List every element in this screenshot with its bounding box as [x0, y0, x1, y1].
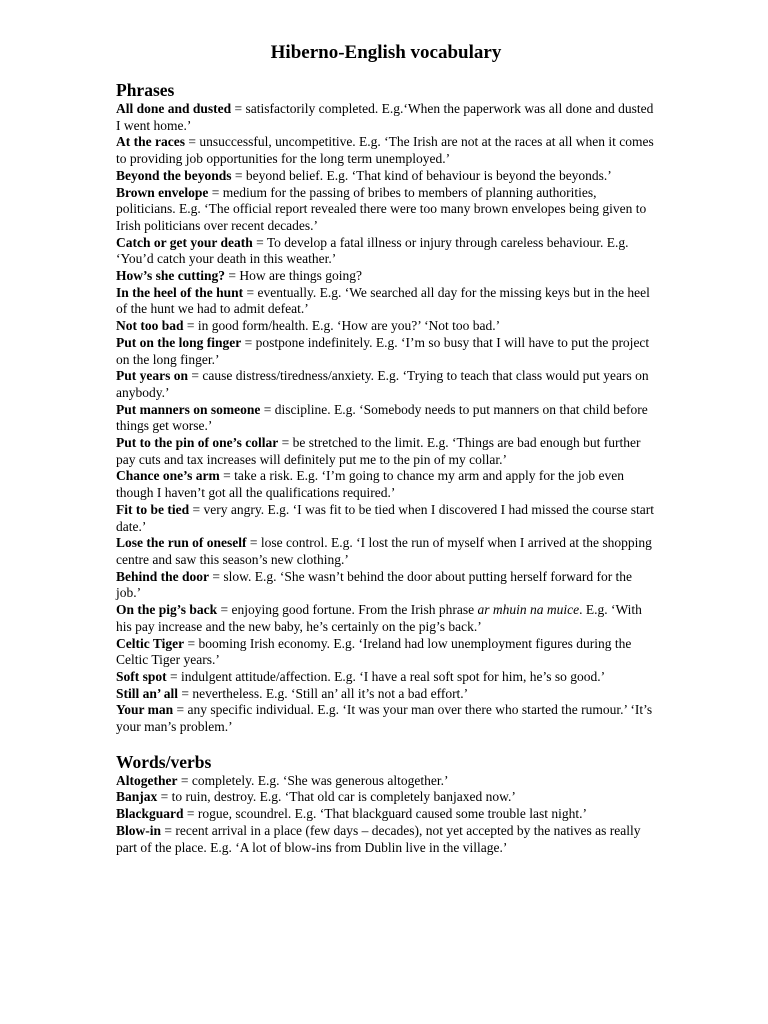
entry-definition: = rogue, scoundrel. E.g. ‘That blackguard caused some trouble last night.’: [183, 806, 588, 822]
vocabulary-entry: [116, 402, 656, 435]
vocabulary-entry: [116, 686, 656, 703]
phrases-list: [116, 101, 656, 736]
vocabulary-entry: [116, 185, 656, 235]
vocabulary-entry: [116, 789, 656, 806]
words-list: [116, 773, 656, 857]
entry-irish-phrase: ar mhuin na muice: [477, 602, 580, 618]
entry-definition: = medium for the passing of bribes to members of planning authorities, politicians. E.g. ‘The official report revealed there were too many brown envelopes being given to Irish politicians over recent decades.’: [116, 184, 647, 233]
entry-term: Lose the run of oneself: [116, 535, 247, 551]
entry-term: Brown envelope: [116, 184, 209, 200]
entry-term: Blow-in: [116, 822, 162, 838]
entry-term: Altogether: [116, 772, 178, 788]
vocabulary-entry: [116, 134, 656, 167]
entry-definition: = completely. E.g. ‘She was generous altogether.’: [177, 772, 449, 788]
entry-term: At the races: [116, 134, 185, 150]
vocabulary-entry: [116, 569, 656, 602]
entry-definition: = slow. E.g. ‘She wasn’t behind the door about putting herself forward for the job.’: [116, 568, 633, 601]
entry-definition: = lose control. E.g. ‘I lost the run of myself when I arrived at the shopping centre and saw this season’s new clothing.’: [116, 535, 652, 567]
vocabulary-entry: [116, 468, 656, 501]
entry-term: Beyond the beyonds: [116, 167, 232, 183]
section-heading-words: Words/verbs: [116, 751, 212, 772]
entry-definition: = take a risk. E.g. ‘I’m going to chance my arm and apply for the job even though I haven’t got all the qualifications required.’: [116, 468, 624, 501]
vocabulary-entry: [116, 318, 656, 335]
vocabulary-entry: [116, 168, 656, 185]
vocabulary-entry: [116, 101, 656, 134]
entry-term: Put years on: [116, 368, 188, 384]
entry-definition: = any specific individual. E.g. ‘It was your man over there who started the rumour.’ ‘It’s your man’s problem.’: [116, 702, 653, 735]
vocabulary-entry: [116, 502, 656, 535]
entry-definition-continued: . E.g. ‘With his pay increase and the new baby, he’s certainly on the pig’s back.’: [116, 602, 642, 634]
vocabulary-entry: [116, 636, 656, 669]
entry-definition: = to ruin, destroy. E.g. ‘That old car is completely banjaxed now.’: [157, 789, 516, 805]
vocabulary-entry: [116, 435, 656, 468]
vocabulary-entry: [116, 823, 656, 856]
entry-definition: = recent arrival in a place (few days – decades), not yet accepted by the natives as really part of the place. E.g. ‘A lot of blow-ins from Dublin live in the village.’: [116, 822, 641, 855]
entry-definition: = unsuccessful, uncompetitive. E.g. ‘The Irish are not at the races at all when it comes to providing job opportunities for the long term unemployed.’: [116, 134, 654, 167]
vocabulary-entry: [116, 235, 656, 268]
entry-term: Celtic Tiger: [116, 635, 185, 651]
entry-definition: = How are things going?: [225, 268, 362, 284]
vocabulary-entry: [116, 669, 656, 686]
entry-definition: = discipline. E.g. ‘Somebody needs to put manners on that child before things get worse.’: [116, 401, 648, 434]
entry-definition: = nevertheless. E.g. ‘Still an’ all it’s not a bad effort.’: [178, 685, 469, 701]
entry-term: On the pig’s back: [116, 602, 218, 618]
vocabulary-entry: [116, 285, 656, 318]
entry-definition: = eventually. E.g. ‘We searched all day for the missing keys but in the heel of the hunt we had to admit defeat.’: [116, 284, 650, 317]
entry-definition: = indulgent attitude/affection. E.g. ‘I have a real soft spot for him, he’s so good.’: [166, 668, 606, 684]
entry-term: Your man: [116, 702, 174, 718]
entry-term: How’s she cutting?: [116, 268, 226, 284]
entry-definition: = cause distress/tiredness/anxiety. E.g. ‘Trying to teach that class would put years on anybody.’: [116, 368, 649, 400]
entry-term: Put to the pin of one’s collar: [116, 435, 279, 451]
entry-term: Behind the door: [116, 568, 210, 584]
entry-term: Fit to be tied: [116, 501, 190, 517]
entry-definition: = postpone indefinitely. E.g. ‘I’m so busy that I will have to put the project on the long finger.’: [116, 334, 650, 367]
entry-term: Banjax: [116, 789, 158, 805]
section-heading-phrases: Phrases: [116, 80, 175, 100]
entry-definition: = To develop a fatal illness or injury through careless behaviour. E.g. ‘You’d catch your death in this weather.’: [116, 234, 629, 267]
entry-term: All done and dusted: [116, 101, 232, 116]
vocabulary-entry: [116, 368, 656, 401]
entry-definition: = very angry. E.g. ‘I was fit to be tied when I discovered I had missed the course start date.’: [116, 501, 654, 534]
entry-term: Put manners on someone: [116, 401, 261, 417]
vocabulary-entry: [116, 602, 656, 635]
entry-term: Still an’ all: [116, 685, 179, 701]
vocabulary-entry: [116, 806, 656, 823]
vocabulary-entry: [116, 535, 656, 568]
document-page: [116, 42, 656, 856]
entry-term: Put on the long finger: [116, 334, 242, 350]
vocabulary-entry: [116, 335, 656, 368]
entry-definition: = beyond belief. E.g. ‘That kind of behaviour is beyond the beyonds.’: [231, 167, 612, 183]
vocabulary-entry: [116, 702, 656, 735]
entry-term: Blackguard: [116, 806, 184, 822]
entry-definition: = satisfactorily completed. E.g.‘When the paperwork was all done and dusted I went home.’: [116, 101, 654, 133]
entry-term: Chance one’s arm: [116, 468, 220, 484]
document-title: Hiberno-English vocabulary: [270, 42, 502, 63]
vocabulary-entry: [116, 268, 656, 285]
entry-term: In the heel of the hunt: [116, 284, 244, 300]
entry-definition: = be stretched to the limit. E.g. ‘Things are bad enough but further pay cuts and tax increases will definitely put me to the pin of my collar.’: [116, 435, 641, 467]
entry-term: Not too bad: [116, 318, 184, 334]
entry-term: Soft spot: [116, 668, 167, 684]
vocabulary-entry: [116, 773, 656, 790]
entry-term: Catch or get your death: [116, 234, 253, 250]
entry-definition: = in good form/health. E.g. ‘How are you?’ ‘Not too bad.’: [183, 318, 501, 334]
entry-definition: = enjoying good fortune. From the Irish phrase: [217, 602, 478, 618]
entry-definition: = booming Irish economy. E.g. ‘Ireland had low unemployment figures during the Celtic Tiger years.’: [116, 635, 632, 668]
